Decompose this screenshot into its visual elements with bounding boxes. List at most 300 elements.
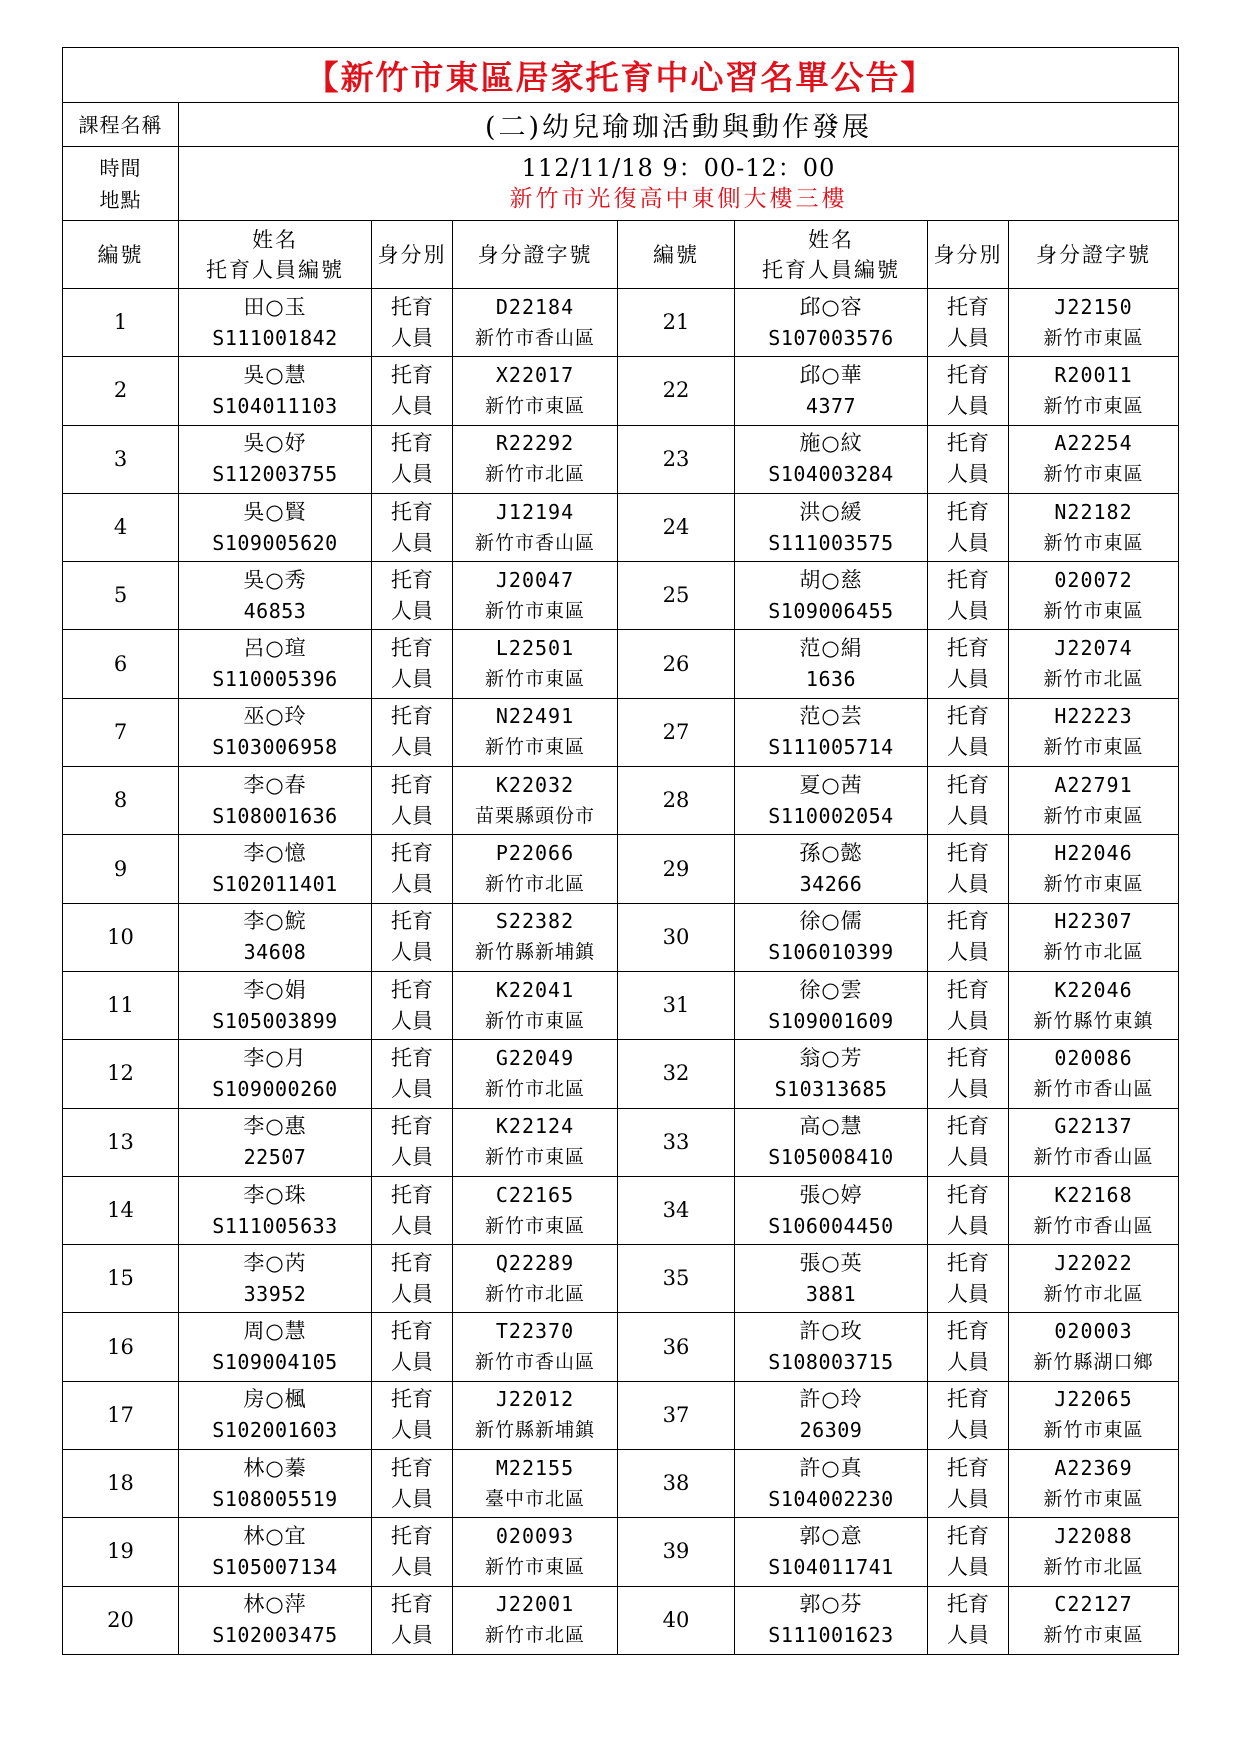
caregiver-code: S111003575 <box>768 530 894 555</box>
header-name-right <box>735 221 928 289</box>
id-number: R20011 <box>1054 362 1133 387</box>
caregiver-name: 李○惠 <box>243 1114 307 1139</box>
identity-line-1: 托育 <box>391 1045 433 1070</box>
identity-line-2: 人員 <box>947 735 989 760</box>
residence-district: 新竹市東區 <box>1043 1487 1144 1510</box>
entry-number: 16 <box>63 1313 179 1381</box>
entry-number: 20 <box>63 1586 179 1654</box>
identity-line-2: 人員 <box>391 462 433 487</box>
entry-name-cell <box>735 1040 928 1108</box>
caregiver-code: 33952 <box>243 1281 307 1306</box>
id-number: N22491 <box>495 704 575 729</box>
entry-name-cell <box>735 562 928 630</box>
entry-name-cell <box>179 1040 372 1108</box>
table-row <box>63 493 1179 561</box>
id-number-cell <box>1009 767 1179 835</box>
id-number-cell <box>453 1586 618 1654</box>
identity-cell <box>372 1176 453 1244</box>
entry-number: 37 <box>618 1381 735 1449</box>
identity-cell <box>372 562 453 630</box>
id-number: L22501 <box>495 636 575 661</box>
identity-cell <box>928 1381 1009 1449</box>
entry-number: 6 <box>63 630 179 698</box>
table-row <box>63 1381 1179 1449</box>
header-identity-left: 身分別 <box>372 221 453 289</box>
caregiver-name: 林○萍 <box>243 1592 307 1617</box>
identity-line-2: 人員 <box>391 735 433 760</box>
identity-line-2: 人員 <box>391 1008 433 1033</box>
entry-name-cell <box>179 357 372 425</box>
id-number-cell <box>1009 1040 1179 1108</box>
identity-line-1: 托育 <box>391 294 433 319</box>
page-title: 【新竹市東區居家托育中心習名單公告】 <box>63 48 1179 103</box>
table-row <box>63 1586 1179 1654</box>
id-number-cell <box>1009 493 1179 561</box>
identity-line-1: 托育 <box>391 1182 433 1207</box>
residence-district: 新竹市東區 <box>484 599 585 622</box>
id-number: J22065 <box>1054 1387 1133 1412</box>
identity-line-1: 托育 <box>947 567 989 592</box>
identity-line-2: 人員 <box>391 940 433 965</box>
residence-district: 新竹市東區 <box>484 668 585 691</box>
time-place-value <box>179 147 1179 221</box>
caregiver-name: 李○春 <box>243 772 307 797</box>
time-label: 時間 <box>99 155 142 180</box>
entry-name-cell <box>735 1108 928 1176</box>
entry-name-cell <box>179 1381 372 1449</box>
caregiver-name: 郭○芬 <box>799 1592 863 1617</box>
residence-district: 新竹市東區 <box>1043 873 1144 896</box>
caregiver-name: 吳○妤 <box>243 431 307 456</box>
table-row <box>63 835 1179 903</box>
identity-cell <box>928 1450 1009 1518</box>
place-label: 地點 <box>99 187 142 212</box>
table-row <box>63 1313 1179 1381</box>
entry-number: 34 <box>618 1176 735 1244</box>
caregiver-code: S105007134 <box>212 1554 338 1579</box>
caregiver-code: 34608 <box>243 940 307 965</box>
residence-district: 新竹市東區 <box>484 1146 585 1169</box>
entry-number: 8 <box>63 767 179 835</box>
identity-line-2: 人員 <box>947 462 989 487</box>
id-number-cell <box>453 1245 618 1313</box>
id-number: N22182 <box>1054 499 1133 524</box>
caregiver-code: S109005620 <box>212 530 338 555</box>
entry-name-cell <box>179 1586 372 1654</box>
id-number: A22791 <box>1054 772 1133 797</box>
identity-line-2: 人員 <box>947 1486 989 1511</box>
caregiver-name: 許○真 <box>799 1455 863 1480</box>
identity-line-1: 托育 <box>391 567 433 592</box>
identity-line-2: 人員 <box>947 598 989 623</box>
id-number: R22292 <box>495 431 575 456</box>
entry-number: 32 <box>618 1040 735 1108</box>
entry-name-cell <box>735 1381 928 1449</box>
residence-district: 新竹市東區 <box>1043 1624 1144 1647</box>
entry-name-cell <box>179 1450 372 1518</box>
identity-line-1: 托育 <box>947 1250 989 1275</box>
id-number-cell <box>453 1381 618 1449</box>
identity-cell <box>372 1245 453 1313</box>
identity-line-2: 人員 <box>391 1350 433 1375</box>
id-number: H22307 <box>1054 909 1133 934</box>
entry-number: 27 <box>618 698 735 766</box>
entry-number: 30 <box>618 903 735 971</box>
entry-number: 2 <box>63 357 179 425</box>
id-number: J22088 <box>1054 1523 1133 1548</box>
entry-number: 18 <box>63 1450 179 1518</box>
identity-line-1: 托育 <box>947 1114 989 1139</box>
table-row <box>63 1245 1179 1313</box>
residence-district: 新竹市東區 <box>1043 1419 1144 1442</box>
identity-line-1: 托育 <box>947 499 989 524</box>
residence-district: 新竹市北區 <box>484 463 585 486</box>
entry-number: 28 <box>618 767 735 835</box>
identity-cell <box>928 1176 1009 1244</box>
id-number: J22012 <box>495 1387 575 1412</box>
residence-district: 新竹市北區 <box>484 1624 585 1647</box>
identity-cell <box>928 835 1009 903</box>
caregiver-name: 徐○雲 <box>799 977 863 1002</box>
identity-line-2: 人員 <box>391 1213 433 1238</box>
identity-line-2: 人員 <box>947 1623 989 1648</box>
identity-line-2: 人員 <box>947 1213 989 1238</box>
time-value: 112/11/18 9：00-12：00 <box>521 153 836 182</box>
header-name-top: 姓名 <box>808 227 854 252</box>
id-number-cell <box>1009 835 1179 903</box>
caregiver-name: 巫○玲 <box>243 704 307 729</box>
identity-cell <box>372 1518 453 1586</box>
caregiver-code: S110005396 <box>212 667 338 692</box>
identity-cell <box>372 1381 453 1449</box>
entry-number: 40 <box>618 1586 735 1654</box>
caregiver-name: 吳○秀 <box>243 567 307 592</box>
identity-cell <box>372 493 453 561</box>
caregiver-name: 范○絹 <box>799 636 863 661</box>
id-number: K22032 <box>495 772 575 797</box>
entry-name-cell <box>735 698 928 766</box>
caregiver-name: 田○玉 <box>243 294 307 319</box>
identity-line-2: 人員 <box>947 393 989 418</box>
identity-line-1: 托育 <box>947 909 989 934</box>
id-number-cell <box>1009 1313 1179 1381</box>
identity-cell <box>372 1450 453 1518</box>
caregiver-name: 許○玲 <box>799 1387 863 1412</box>
id-number-cell <box>453 767 618 835</box>
identity-cell <box>372 289 453 357</box>
entry-name-cell <box>735 1518 928 1586</box>
entry-number: 25 <box>618 562 735 630</box>
id-number: Q22289 <box>495 1250 575 1275</box>
identity-line-1: 托育 <box>391 499 433 524</box>
identity-line-2: 人員 <box>947 1145 989 1170</box>
caregiver-code: S108001636 <box>212 803 338 828</box>
id-number-cell <box>1009 1176 1179 1244</box>
identity-line-1: 托育 <box>391 772 433 797</box>
id-number-cell <box>453 1313 618 1381</box>
id-number-cell <box>1009 289 1179 357</box>
caregiver-code: S106010399 <box>768 940 894 965</box>
id-number: J12194 <box>495 499 575 524</box>
caregiver-code: 4377 <box>805 393 857 418</box>
identity-cell <box>928 1245 1009 1313</box>
identity-line-1: 托育 <box>391 1455 433 1480</box>
identity-line-1: 托育 <box>391 1523 433 1548</box>
identity-line-1: 托育 <box>947 1387 989 1412</box>
id-number-cell <box>453 289 618 357</box>
time-place-label <box>63 147 179 221</box>
caregiver-name: 吳○賢 <box>243 499 307 524</box>
caregiver-code: S108005519 <box>212 1486 338 1511</box>
identity-cell <box>928 698 1009 766</box>
entry-number: 39 <box>618 1518 735 1586</box>
identity-cell <box>372 835 453 903</box>
identity-line-2: 人員 <box>391 325 433 350</box>
caregiver-code: 22507 <box>243 1145 307 1170</box>
entry-number: 9 <box>63 835 179 903</box>
residence-district: 新竹市東區 <box>484 1214 585 1237</box>
caregiver-name: 施○紋 <box>799 431 863 456</box>
caregiver-code: S102003475 <box>212 1623 338 1648</box>
caregiver-name: 林○宜 <box>243 1523 307 1548</box>
identity-cell <box>928 1108 1009 1176</box>
caregiver-code: 1636 <box>805 667 857 692</box>
id-number-cell <box>1009 630 1179 698</box>
identity-line-2: 人員 <box>947 530 989 555</box>
caregiver-name: 李○鯇 <box>243 909 307 934</box>
caregiver-name: 邱○容 <box>799 294 863 319</box>
residence-district: 新竹市香山區 <box>1033 1214 1154 1237</box>
place-value: 新竹市光復高中東側大樓三樓 <box>509 185 848 212</box>
id-number: J20047 <box>495 567 575 592</box>
entry-name-cell <box>735 1313 928 1381</box>
identity-line-1: 托育 <box>947 1455 989 1480</box>
entry-number: 15 <box>63 1245 179 1313</box>
identity-line-2: 人員 <box>391 598 433 623</box>
residence-district: 新竹市東區 <box>1043 326 1144 349</box>
entry-name-cell <box>735 767 928 835</box>
id-number-cell <box>1009 903 1179 971</box>
caregiver-name: 李○芮 <box>243 1250 307 1275</box>
residence-district: 新竹市香山區 <box>474 326 595 349</box>
identity-line-2: 人員 <box>391 667 433 692</box>
entry-name-cell <box>735 630 928 698</box>
id-number-cell <box>453 425 618 493</box>
residence-district: 新竹市東區 <box>484 1009 585 1032</box>
entry-name-cell <box>179 767 372 835</box>
identity-line-1: 托育 <box>947 294 989 319</box>
identity-line-1: 托育 <box>391 431 433 456</box>
identity-line-1: 托育 <box>947 841 989 866</box>
id-number-cell <box>453 903 618 971</box>
entry-name-cell <box>179 698 372 766</box>
residence-district: 新竹市香山區 <box>474 531 595 554</box>
identity-cell <box>372 425 453 493</box>
id-number-cell <box>453 357 618 425</box>
caregiver-code: S111001842 <box>212 325 338 350</box>
id-number-cell <box>453 1040 618 1108</box>
identity-line-2: 人員 <box>947 1418 989 1443</box>
caregiver-code: S110002054 <box>768 803 894 828</box>
caregiver-name: 郭○意 <box>799 1523 863 1548</box>
entry-number: 12 <box>63 1040 179 1108</box>
table-row <box>63 425 1179 493</box>
caregiver-name: 高○慧 <box>799 1114 863 1139</box>
identity-cell <box>928 425 1009 493</box>
identity-cell <box>372 698 453 766</box>
id-number: K22041 <box>495 977 575 1002</box>
caregiver-name: 孫○懿 <box>799 841 863 866</box>
identity-line-1: 托育 <box>947 362 989 387</box>
entry-name-cell <box>179 835 372 903</box>
entry-number: 23 <box>618 425 735 493</box>
id-number: K22124 <box>495 1114 575 1139</box>
id-number: H22223 <box>1054 704 1133 729</box>
caregiver-code: S10313685 <box>774 1076 888 1101</box>
course-name: (二)幼兒瑜珈活動與動作發展 <box>179 103 1179 147</box>
residence-district: 新竹市香山區 <box>1033 1146 1154 1169</box>
caregiver-name: 李○憶 <box>243 841 307 866</box>
caregiver-code: S109001609 <box>768 1008 894 1033</box>
entry-number: 38 <box>618 1450 735 1518</box>
residence-district: 新竹市東區 <box>1043 463 1144 486</box>
caregiver-code: S108003715 <box>768 1350 894 1375</box>
id-number-cell <box>1009 1586 1179 1654</box>
entry-number: 29 <box>618 835 735 903</box>
id-number-cell <box>453 698 618 766</box>
entry-number: 1 <box>63 289 179 357</box>
identity-cell <box>372 357 453 425</box>
entry-number: 3 <box>63 425 179 493</box>
entry-name-cell <box>179 903 372 971</box>
table-row <box>63 1108 1179 1176</box>
caregiver-name: 張○英 <box>799 1250 863 1275</box>
header-name-top: 姓名 <box>252 227 298 252</box>
caregiver-code: S102011401 <box>212 872 338 897</box>
header-name-left <box>179 221 372 289</box>
residence-district: 新竹市東區 <box>1043 394 1144 417</box>
id-number: H22046 <box>1054 841 1133 866</box>
identity-cell <box>928 630 1009 698</box>
entry-name-cell <box>735 357 928 425</box>
entry-name-cell <box>735 835 928 903</box>
identity-line-1: 托育 <box>947 1045 989 1070</box>
entry-number: 11 <box>63 971 179 1039</box>
residence-district: 新竹縣新埔鎮 <box>474 941 595 964</box>
caregiver-name: 張○婷 <box>799 1182 863 1207</box>
caregiver-code: S104003284 <box>768 462 894 487</box>
entry-number: 19 <box>63 1518 179 1586</box>
entry-name-cell <box>735 1176 928 1244</box>
residence-district: 新竹市東區 <box>1043 804 1144 827</box>
caregiver-code: S107003576 <box>768 325 894 350</box>
entry-number: 17 <box>63 1381 179 1449</box>
caregiver-code: S104011741 <box>768 1554 894 1579</box>
residence-district: 新竹市東區 <box>484 1555 585 1578</box>
entry-number: 22 <box>618 357 735 425</box>
table-row <box>63 357 1179 425</box>
residence-district: 新竹市北區 <box>1043 941 1144 964</box>
id-number: G22049 <box>495 1045 575 1070</box>
identity-line-2: 人員 <box>947 1008 989 1033</box>
id-number: J22150 <box>1054 294 1133 319</box>
identity-line-1: 托育 <box>947 1592 989 1617</box>
id-number: A22254 <box>1054 431 1133 456</box>
residence-district: 新竹市東區 <box>1043 599 1144 622</box>
identity-line-2: 人員 <box>947 940 989 965</box>
identity-cell <box>928 493 1009 561</box>
table-row <box>63 562 1179 630</box>
identity-line-1: 托育 <box>391 1387 433 1412</box>
caregiver-name: 房○楓 <box>243 1387 307 1412</box>
residence-district: 新竹縣竹東鎮 <box>1033 1009 1154 1032</box>
caregiver-code: S109000260 <box>212 1076 338 1101</box>
residence-district: 新竹市北區 <box>1043 1555 1144 1578</box>
id-number: J22022 <box>1054 1250 1133 1275</box>
table-row <box>63 1040 1179 1108</box>
entry-name-cell <box>179 289 372 357</box>
identity-cell <box>372 971 453 1039</box>
id-number-cell <box>453 1176 618 1244</box>
header-idnumber-right: 身分證字號 <box>1009 221 1179 289</box>
identity-cell <box>928 1586 1009 1654</box>
caregiver-name: 洪○緩 <box>799 499 863 524</box>
header-identity-right: 身分別 <box>928 221 1009 289</box>
id-number-cell <box>453 562 618 630</box>
identity-line-1: 托育 <box>947 704 989 729</box>
entry-name-cell <box>179 1108 372 1176</box>
residence-district: 新竹市東區 <box>484 394 585 417</box>
header-idnumber-left: 身分證字號 <box>453 221 618 289</box>
caregiver-name: 李○娟 <box>243 977 307 1002</box>
residence-district: 新竹縣新埔鎮 <box>474 1419 595 1442</box>
identity-line-2: 人員 <box>947 872 989 897</box>
identity-line-1: 托育 <box>947 1182 989 1207</box>
id-number-cell <box>453 630 618 698</box>
residence-district: 苗栗縣頭份市 <box>474 804 595 827</box>
id-number: 020086 <box>1054 1045 1133 1070</box>
identity-cell <box>928 1313 1009 1381</box>
identity-line-1: 托育 <box>391 636 433 661</box>
table-row <box>63 971 1179 1039</box>
residence-district: 新竹市東區 <box>1043 736 1144 759</box>
entry-name-cell <box>735 493 928 561</box>
caregiver-code: 34266 <box>799 872 863 897</box>
entry-number: 5 <box>63 562 179 630</box>
id-number-cell <box>1009 562 1179 630</box>
caregiver-name: 李○月 <box>243 1045 307 1070</box>
identity-cell <box>372 1313 453 1381</box>
entry-name-cell <box>179 562 372 630</box>
identity-cell <box>372 630 453 698</box>
id-number: K22168 <box>1054 1182 1133 1207</box>
entry-number: 14 <box>63 1176 179 1244</box>
caregiver-name: 翁○芳 <box>799 1045 863 1070</box>
entry-name-cell <box>735 1450 928 1518</box>
id-number-cell <box>1009 1518 1179 1586</box>
identity-cell <box>372 767 453 835</box>
id-number-cell <box>453 1108 618 1176</box>
identity-cell <box>372 1586 453 1654</box>
entry-number: 24 <box>618 493 735 561</box>
header-no-left: 編號 <box>63 221 179 289</box>
caregiver-name: 周○慧 <box>243 1319 307 1344</box>
caregiver-name: 呂○瑄 <box>243 636 307 661</box>
entry-name-cell <box>735 1586 928 1654</box>
identity-line-1: 托育 <box>391 841 433 866</box>
caregiver-code: S105008410 <box>768 1145 894 1170</box>
identity-line-1: 托育 <box>391 1250 433 1275</box>
